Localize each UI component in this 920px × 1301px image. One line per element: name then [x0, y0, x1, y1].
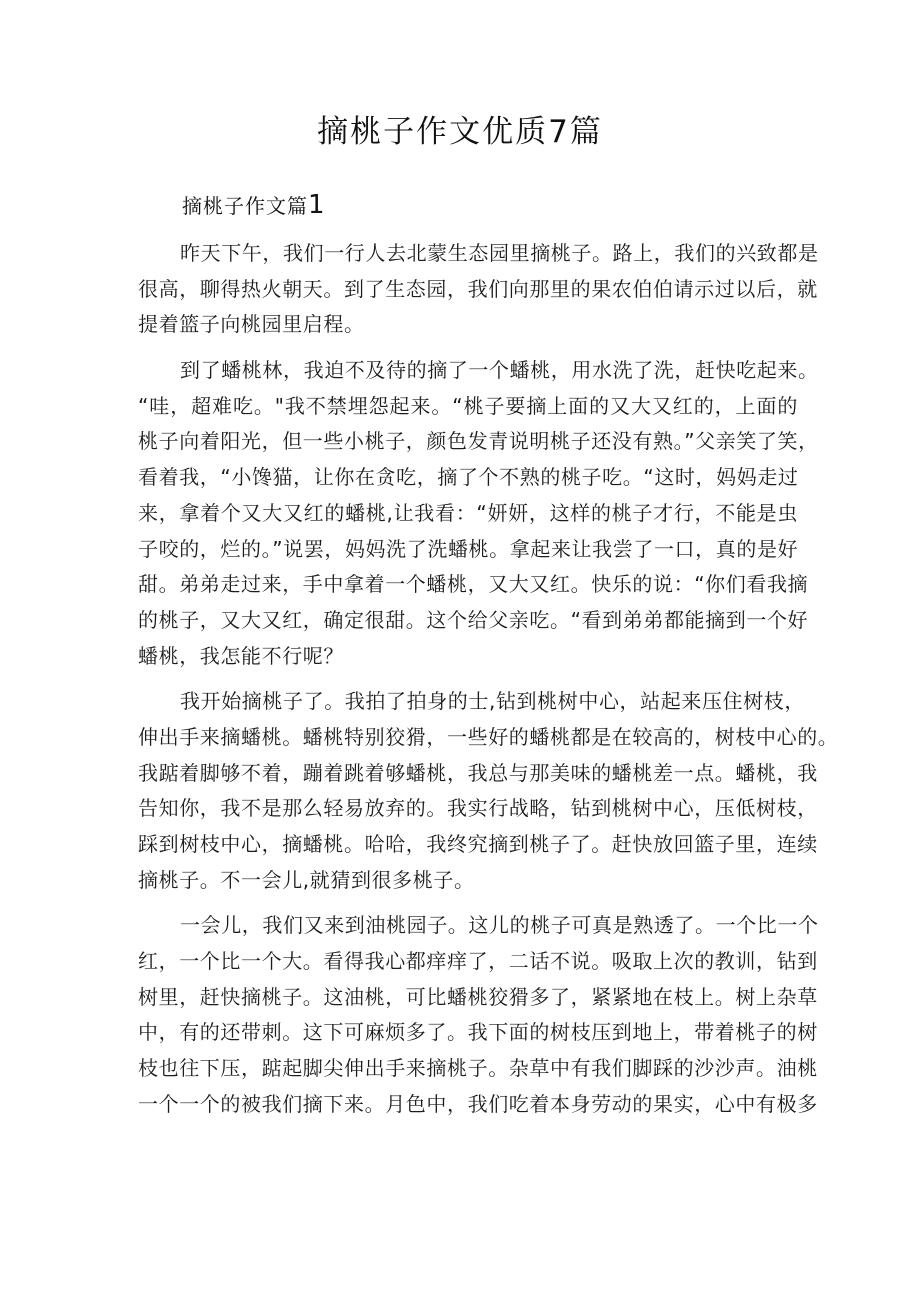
paragraph-line: “哇，超难吃。"我不禁埋怨起来。“桃子要摘上面的又大又红的，上面的	[138, 393, 798, 418]
document-title: 摘桃子作文优质7篇	[317, 114, 603, 150]
paragraph-line: 昨天下午，我们一行人去北蒙生态园里摘桃子。路上，我们的兴致都是	[180, 241, 819, 265]
paragraph-line: 到了蟠桃林，我迫不及待的摘了一个蟠桃，用水洗了洗，赶快吃起来。	[180, 358, 819, 383]
paragraph-line: 一个一个的被我们摘下来。月色中，我们吃着本身劳动的果实，心中有极多	[138, 1091, 818, 1116]
paragraph-line: 摘桃子。不一会儿,就猜到很多桃子。	[138, 867, 475, 892]
article-body	[138, 236, 839, 1133]
paragraph-line: 一会儿，我们又来到油桃园子。这儿的桃子可真是熟透了。一个比一个	[180, 913, 819, 938]
paragraph-line: 蟠桃，我怎能不行呢？	[138, 643, 344, 668]
paragraph-line: 中，有的还带刺。这下可麻烦多了。我下面的树枝压到地上，带着桃子的树	[138, 1020, 818, 1045]
paragraph-line: 枝也往下压，踮起脚尖伸出手来摘桃子。杂草中有我们脚踩的沙沙声。油桃	[138, 1056, 818, 1081]
section-heading-number: 1	[308, 190, 326, 220]
section-heading-text: 摘桃子作文篇	[182, 194, 308, 218]
paragraph-line: 的桃子，又大又红，确定很甜。这个给父亲吃。“看到弟弟都能摘到一个好	[138, 607, 809, 632]
paragraph-line: 很高，聊得热火朝天。到了生态园，我们向那里的果农伯伯请示过以后，就	[138, 276, 818, 301]
paragraph-3	[138, 684, 839, 898]
paragraph-4	[138, 908, 819, 1122]
paragraph-line: 甜。弟弟走过来，手中拿着一个蟠桃，又大又红。快乐的说：“你们看我摘	[138, 572, 809, 597]
paragraph-line: 桃子向着阳光，但一些小桃子，颜色发青说明桃子还没有熟。”父亲笑了笑，	[138, 429, 819, 454]
paragraph-line: 伸出手来摘蟠桃。蟠桃特别狡猾，一些好的蟠桃都是在较高的，树枝中心的。	[138, 724, 839, 749]
paragraph-1	[138, 236, 819, 343]
paragraph-line: 踩到树枝中心，摘蟠桃。哈哈，我终究摘到桃子了。赶快放回篮子里，连续	[138, 832, 818, 856]
paragraph-line: 告知你，我不是那么轻易放弃的。我实行战略，钻到桃树中心，压低树枝，	[138, 796, 818, 821]
paragraph-line: 提着篮子向桃园里启程。	[138, 312, 365, 337]
paragraph-2	[138, 353, 819, 674]
paragraph-line: 子咬的，烂的。”说罢，妈妈洗了洗蟠桃。拿起来让我尝了一口，真的是好	[138, 536, 799, 561]
paragraph-line: 红，一个比一个大。看得我心都痒痒了，二话不说。吸取上次的教训，钻到	[138, 949, 818, 974]
paragraph-line: 我开始摘桃子了。我拍了拍身的士,钻到桃树中心，站起来压住树枝，	[180, 689, 805, 714]
paragraph-line: 看着我，“小馋猫，让你在贪吃，摘了个不熟的桃子吃。“这时，妈妈走过	[138, 465, 799, 490]
paragraph-line: 我踮着脚够不着，蹦着跳着够蟠桃，我总与那美味的蟠桃差一点。蟠桃，我	[138, 760, 818, 785]
section-heading	[182, 188, 326, 223]
paragraph-line: 来，拿着个又大又红的蟠桃,让我看：“妍妍，这样的桃子才行，不能是虫	[138, 500, 798, 525]
paragraph-line: 树里，赶快摘桃子。这油桃，可比蟠桃狡猾多了，紧紧地在枝上。树上杂草	[138, 984, 818, 1009]
